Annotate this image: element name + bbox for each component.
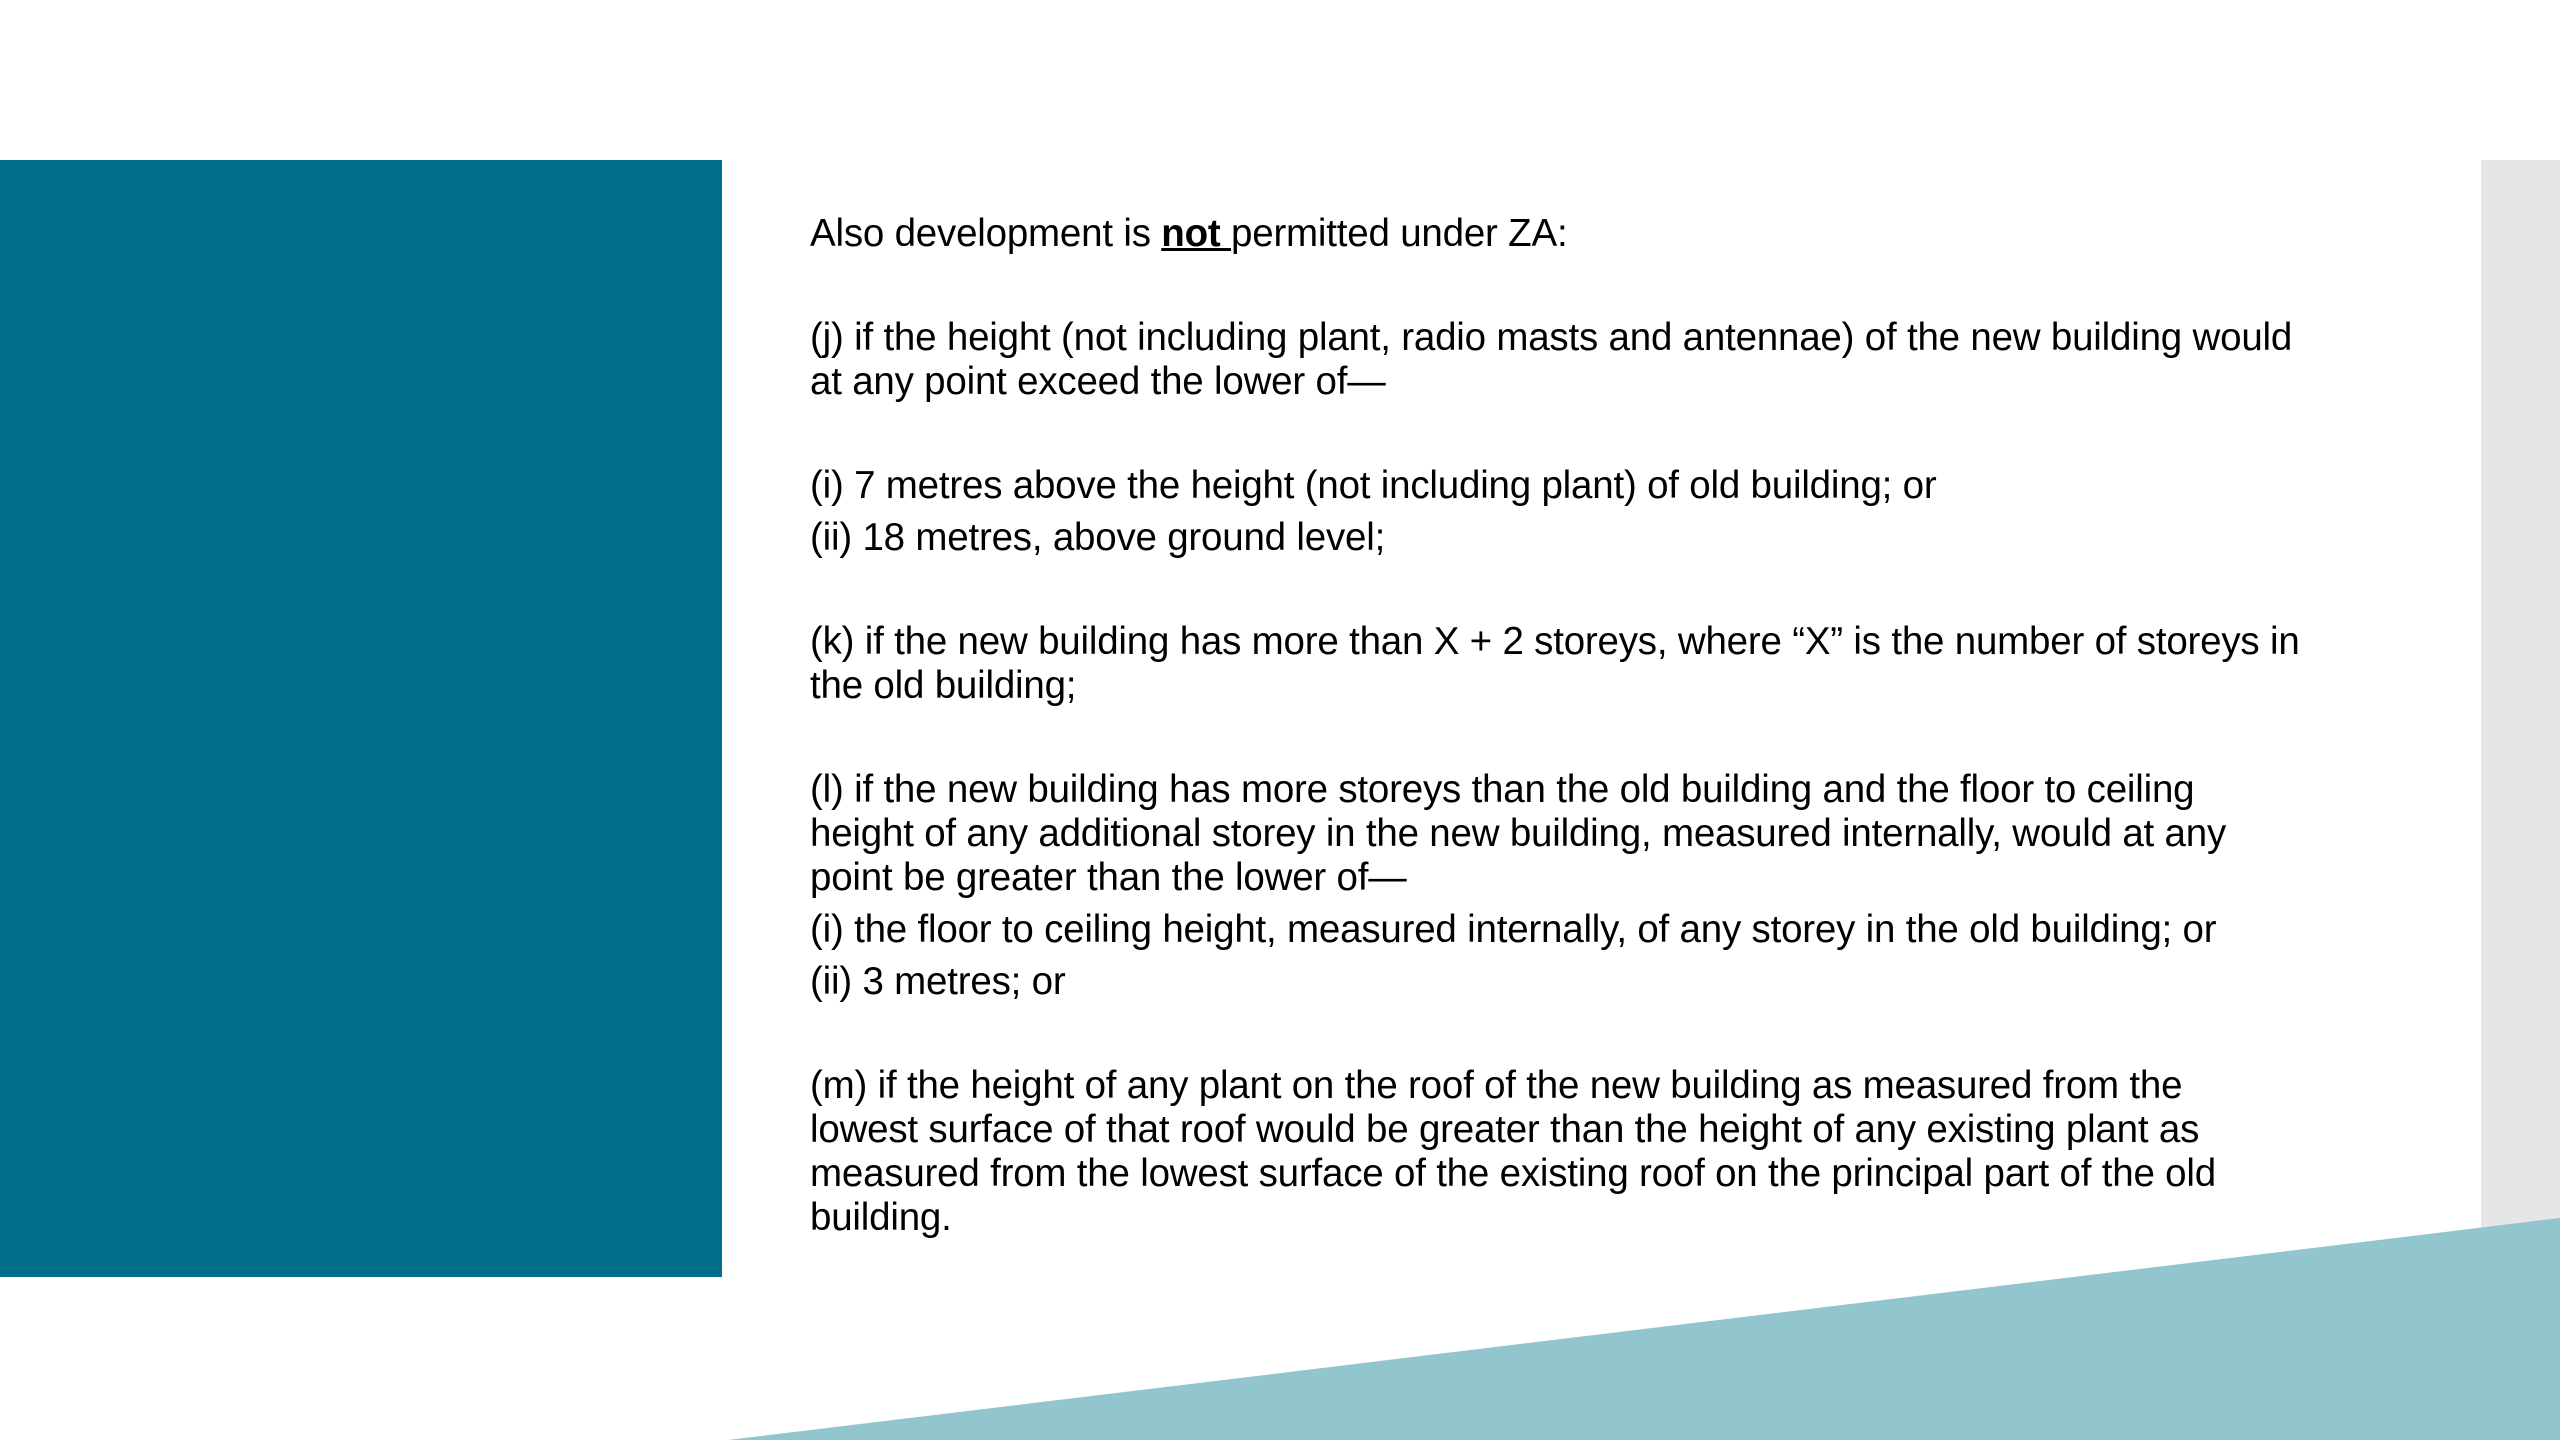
- slide-body: [810, 212, 2300, 1240]
- clause-j: (j) if the height (not including plant, radio masts and antennae) of the new building would at any point exceed the lower of—: [810, 316, 2293, 403]
- intro-line: [810, 212, 2300, 256]
- intro-before: Also development is: [810, 212, 1162, 255]
- clause-l-i: (i) the floor to ceiling height, measured internally, of any storey in the old building; or: [810, 908, 2217, 951]
- clause-m: (m) if the height of any plant on the roof of the new building as measured from the lowest surface of that roof would be greater than the height of any existing plant as measured from the lowest surface of the existing roof on the principal part of the old building.: [810, 1064, 2216, 1239]
- intro-after: permitted under ZA:: [1231, 212, 1568, 255]
- clause-l-ii: (ii) 3 metres; or: [810, 960, 1066, 1003]
- clause-k: (k) if the new building has more than X + 2 storeys, where “X” is the number of storeys in the old building;: [810, 620, 2300, 707]
- clause-j-ii: (ii) 18 metres, above ground level;: [810, 516, 1386, 559]
- clause-j-i: (i) 7 metres above the height (not including plant) of old building; or: [810, 464, 1937, 507]
- clause-l: (l) if the new building has more storeys than the old building and the floor to ceiling height of any additional storey in the new building, measured internally, would at any point be greater than the lower of—: [810, 768, 2227, 899]
- intro-emphasis: not: [1161, 212, 1232, 255]
